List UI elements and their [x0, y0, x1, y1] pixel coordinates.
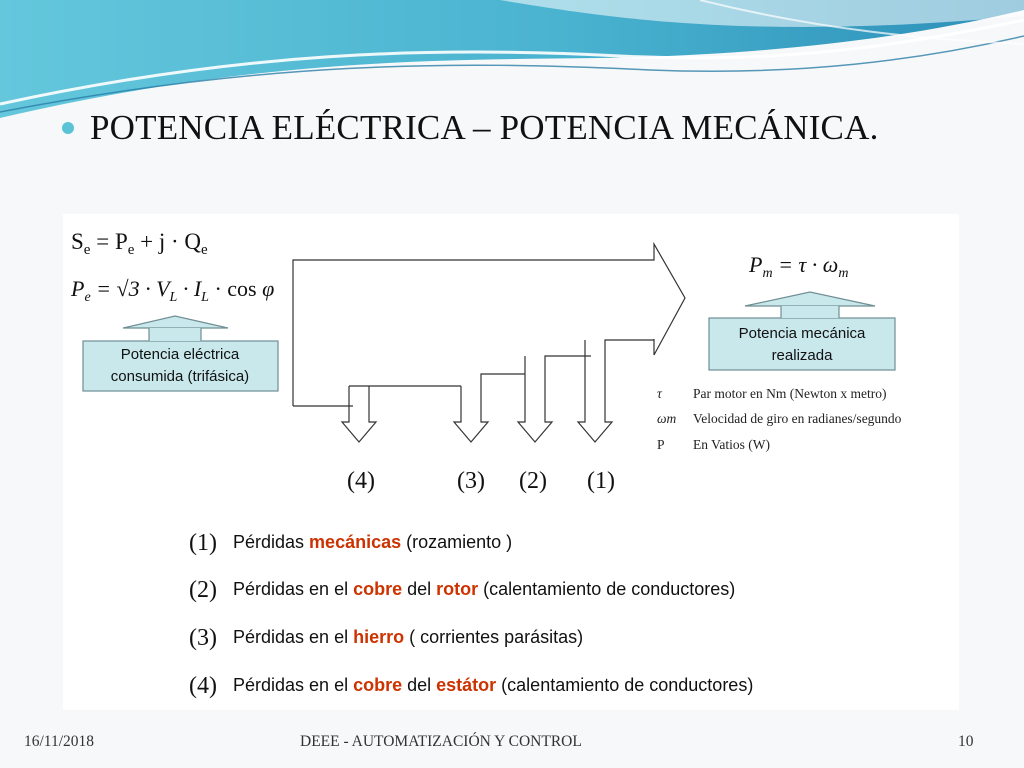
diagram-svg: [63, 214, 959, 710]
loss-item-4-text: Pérdidas en el cobre del estátor (calentamiento de conductores): [233, 675, 754, 695]
legend-symbol-omega: ωm: [657, 411, 677, 426]
loss-list: [189, 530, 753, 699]
legend-symbol-p: P: [657, 437, 665, 452]
loss-branch-1: [578, 340, 654, 442]
loss-item-2-text: Pérdidas en el cobre del rotor (calentamiento de conductores): [233, 579, 736, 599]
electrical-box-line2: consumida (trifásica): [110, 368, 250, 385]
loss-label-3: (3): [457, 468, 485, 494]
formula-pm: $P_m = \tau \cdot \omega_m$: [749, 252, 849, 281]
loss-item-2-number: (2): [189, 577, 217, 603]
title-row: [62, 108, 879, 148]
legend-text-tau: Par motor en Nm (Newton x metro): [693, 386, 887, 401]
loss-branch-3: [454, 374, 525, 442]
power-flow-arrow: [293, 244, 685, 406]
legend-text-p: En Vatios (W): [693, 437, 770, 452]
electrical-power-callout: [83, 316, 278, 391]
power-loss-diagram: [63, 214, 959, 710]
mechanical-box-line1: Potencia mecánica: [738, 325, 866, 342]
bullet-icon: [62, 122, 74, 134]
header-wave-decoration: [0, 0, 1024, 120]
loss-branch-4: [342, 386, 461, 442]
electrical-box-line1: Potencia eléctrica: [120, 346, 240, 363]
formula-pe: $P_e = √3 \cdot V_L \cdot I_L \cdot \cos \varphi$: [71, 276, 275, 305]
formula-se: $S_e = P_e + j \cdot Q_e$: [71, 229, 208, 258]
loss-item-1-text: Pérdidas mecánicas (rozamiento ): [233, 532, 513, 552]
mechanical-box-line2: realizada: [771, 347, 833, 364]
loss-item-3-number: (3): [189, 625, 217, 651]
loss-item-4-number: (4): [189, 673, 217, 699]
symbol-legend: [657, 386, 902, 452]
loss-label-4: (4): [347, 468, 375, 494]
mechanical-power-callout: [709, 292, 895, 370]
footer-page-number: 10: [958, 733, 974, 750]
legend-symbol-tau: τ: [657, 386, 662, 401]
loss-item-3-text: Pérdidas en el hierro ( corrientes parásitas): [233, 627, 584, 647]
loss-label-2: (2): [519, 468, 547, 494]
footer-date: 16/11/2018: [24, 733, 95, 750]
loss-item-1-number: (1): [189, 530, 217, 556]
legend-text-omega: Velocidad de giro en radianes/segundo: [693, 411, 902, 426]
footer-title: DEEE - AUTOMATIZACIÓN Y CONTROL: [300, 733, 582, 750]
loss-branch-2: [518, 356, 591, 442]
loss-label-1: (1): [587, 468, 615, 494]
slide-title: POTENCIA ELÉCTRICA – POTENCIA MECÁNICA.: [90, 108, 879, 147]
